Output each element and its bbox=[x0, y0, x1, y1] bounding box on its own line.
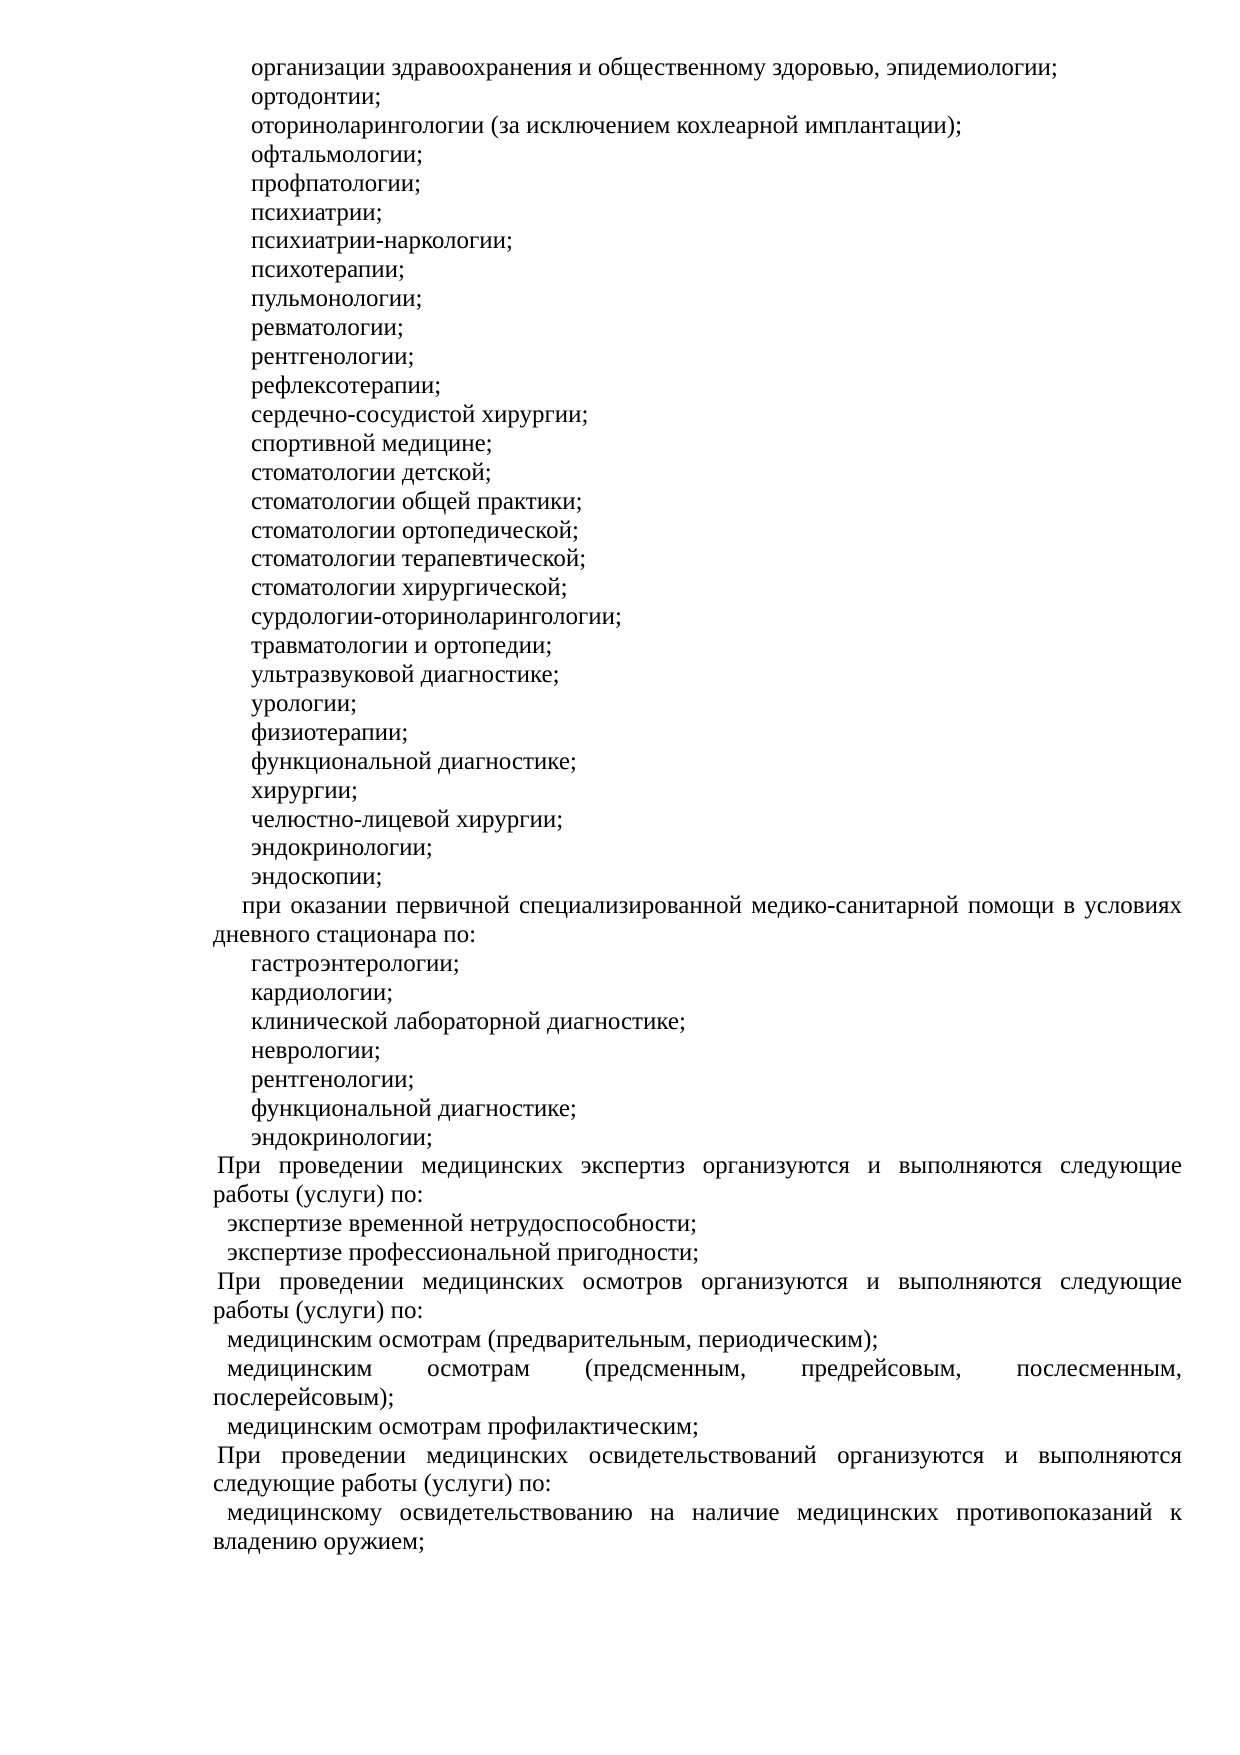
list-item-line: рентгенологии; bbox=[251, 1065, 415, 1093]
list-item-line: урологии; bbox=[251, 689, 358, 717]
list-item-line: психиатрии-наркологии; bbox=[251, 227, 513, 255]
paragraph-line: владению оружием; bbox=[213, 1528, 425, 1556]
list-item-line: гастроэнтерологии; bbox=[251, 950, 460, 978]
list-item-line: эндоскопии; bbox=[251, 863, 383, 891]
list-item-line: неврологии; bbox=[251, 1036, 381, 1064]
list-item-line: хирургии; bbox=[251, 776, 359, 804]
list-item-line: эндокринологии; bbox=[251, 1123, 433, 1151]
list-item-line: профпатологии; bbox=[251, 169, 422, 197]
list-item-line: физиотерапии; bbox=[251, 718, 409, 746]
list-item-line: медицинскому освидетельствованию на наличие медицинских противопоказаний к bbox=[227, 1499, 1182, 1527]
list-item-line: ультразвуковой диагностике; bbox=[251, 661, 560, 689]
list-item-line: стоматологии общей практики; bbox=[251, 487, 583, 515]
list-item-line: медицинским осмотрам (предварительным, периодическим); bbox=[227, 1325, 879, 1353]
list-item-line: челюстно-лицевой хирургии; bbox=[251, 805, 564, 833]
list-item-line: стоматологии детской; bbox=[251, 458, 492, 486]
list-item-line: функциональной диагностике; bbox=[251, 747, 577, 775]
list-item-line: ортодонтии; bbox=[251, 82, 382, 110]
paragraph-line: работы (услуги) по: bbox=[213, 1296, 424, 1324]
list-item-line: клинической лабораторной диагностике; bbox=[251, 1007, 686, 1035]
list-item-line: медицинским осмотрам (предсменным, предрейсовым, послесменным, bbox=[227, 1354, 1182, 1382]
list-item-line: спортивной медицине; bbox=[251, 429, 493, 457]
list-item-line: эндокринологии; bbox=[251, 834, 433, 862]
list-item-line: кардиологии; bbox=[251, 979, 394, 1006]
list-item-line: рентгенологии; bbox=[251, 343, 415, 371]
list-item-line: медицинским осмотрам профилактическим; bbox=[227, 1412, 699, 1440]
list-item-line: экспертизе профессиональной пригодности; bbox=[227, 1239, 700, 1267]
list-item-line: сердечно-сосудистой хирургии; bbox=[251, 400, 589, 428]
list-item-line: стоматологии хирургической; bbox=[251, 574, 568, 602]
list-item-line: пульмонологии; bbox=[251, 285, 423, 313]
paragraph-line: При проведении медицинских освидетельствований организуются и выполняются bbox=[217, 1441, 1182, 1469]
list-item-line: стоматологии терапевтической; bbox=[251, 545, 587, 573]
list-item-line: стоматологии ортопедической; bbox=[251, 516, 579, 544]
paragraph-line: следующие работы (услуги) по: bbox=[213, 1470, 552, 1498]
paragraph-line: При проведении медицинских осмотров организуются и выполняются следующие bbox=[217, 1268, 1182, 1296]
paragraph-line: при оказании первичной специализированной медико-санитарной помощи в условиях bbox=[242, 892, 1182, 920]
list-item-line: экспертизе временной нетрудоспособности; bbox=[227, 1210, 698, 1238]
list-item-line: сурдологии-оториноларингологии; bbox=[251, 603, 622, 631]
list-item-line: рефлексотерапии; bbox=[251, 371, 442, 399]
list-item-line: организации здравоохранения и общественному здоровью, эпидемиологии; bbox=[251, 54, 1058, 81]
list-item-line: ревматологии; bbox=[251, 314, 404, 342]
list-item-line: функциональной диагностике; bbox=[251, 1094, 577, 1122]
list-item-line: психиатрии; bbox=[251, 198, 383, 226]
paragraph-line: послерейсовым); bbox=[213, 1383, 395, 1411]
list-item-line: оториноларингологии (за исключением кохлеарной имплантации); bbox=[251, 111, 963, 139]
paragraph-line: работы (услуги) по: bbox=[213, 1181, 424, 1209]
list-item-line: травматологии и ортопедии; bbox=[251, 632, 553, 660]
list-item-line: психотерапии; bbox=[251, 256, 405, 284]
paragraph-line: дневного стационара по: bbox=[213, 921, 477, 949]
list-item-line: офтальмологии; bbox=[251, 140, 424, 168]
paragraph-line: При проведении медицинских экспертиз организуются и выполняются следующие bbox=[217, 1152, 1182, 1180]
